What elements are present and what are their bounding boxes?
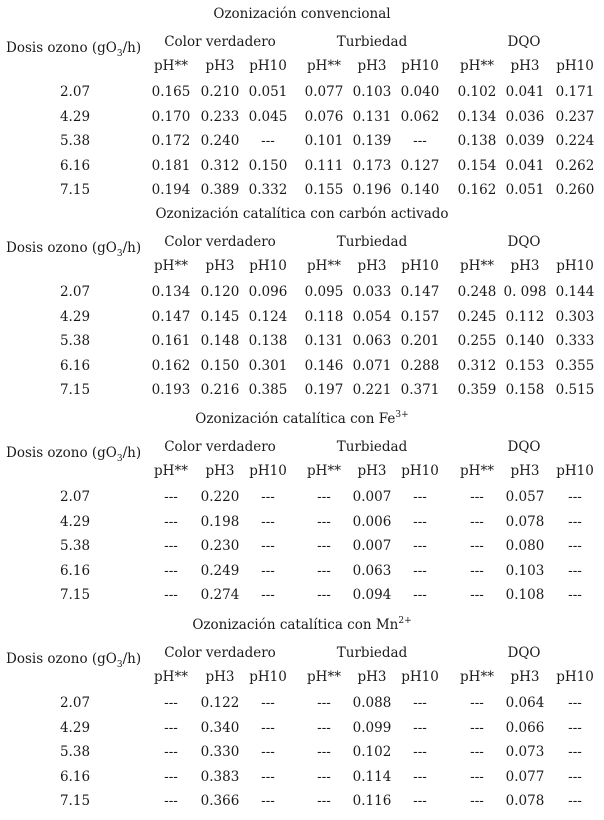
column-subheader: pH3 [205, 463, 235, 479]
table-cell: --- [164, 513, 178, 530]
table-cell: 0.233 [200, 108, 240, 125]
table-cell: 0.101 [304, 133, 344, 150]
table-cell: --- [317, 768, 331, 785]
table-cell: --- [568, 562, 582, 579]
table-cell: --- [413, 744, 427, 761]
table-cell: 0.071 [352, 357, 392, 374]
dose-label-prefix: Dosis ozono (gO [6, 445, 117, 461]
table-cell: 0.140 [400, 182, 440, 199]
table-cell: --- [470, 793, 484, 810]
table-cell: 0.033 [352, 284, 392, 300]
table-cell: --- [317, 513, 331, 530]
table-cell: 0.194 [151, 182, 191, 199]
dose-label-suffix: /h) [122, 40, 142, 56]
dose-value: 2.07 [59, 489, 91, 505]
table-cell: 0.301 [248, 357, 288, 374]
table-cell: 0.198 [200, 513, 240, 530]
column-subheader: pH10 [556, 58, 594, 74]
column-subheader: pH3 [205, 258, 235, 274]
table-cell: --- [317, 562, 331, 579]
table-cell: 0.062 [400, 108, 440, 125]
dose-label-prefix: Dosis ozono (gO [6, 240, 117, 256]
table-cell: 0.255 [457, 333, 497, 350]
table-cell: 0.051 [505, 182, 545, 199]
table-cell: 0.220 [200, 489, 240, 505]
table-cell: --- [317, 587, 331, 604]
column-subheader: pH** [154, 258, 188, 274]
column-subheader: pH** [460, 258, 494, 274]
section-title-text: Ozonización catalítica con Mn [192, 617, 399, 633]
table-cell: 0.162 [457, 182, 497, 199]
table-cell: --- [568, 793, 582, 810]
column-subheader: pH** [154, 669, 188, 685]
group-header: Turbiedad [336, 439, 408, 455]
group-header: Turbiedad [336, 234, 408, 250]
table-cell: 0.389 [200, 182, 240, 199]
dose-value: 4.29 [59, 308, 91, 325]
group-header: DQO [507, 34, 541, 50]
table-cell: 0.064 [505, 695, 545, 711]
dose-value: 6.16 [59, 562, 91, 579]
column-subheader: pH** [460, 669, 494, 685]
table-cell: 0.210 [200, 84, 240, 100]
table-cell: 0.138 [457, 133, 497, 150]
column-subheader: pH** [307, 258, 341, 274]
column-subheader: pH10 [401, 463, 439, 479]
table-cell: 0.051 [248, 84, 288, 100]
table-cell: 0.155 [304, 182, 344, 199]
table-cell: --- [413, 562, 427, 579]
column-subheader: pH3 [357, 669, 387, 685]
table-cell: 0.144 [555, 284, 595, 300]
table-cell: 0.057 [505, 489, 545, 505]
table-cell: --- [261, 793, 275, 810]
table-cell: --- [470, 719, 484, 736]
dose-label-suffix: /h) [122, 651, 142, 667]
table-cell: --- [470, 513, 484, 530]
table-cell: 0.240 [200, 133, 240, 150]
dose-value: 5.38 [59, 538, 91, 555]
table-cell: --- [568, 768, 582, 785]
column-subheader: pH3 [357, 258, 387, 274]
table-cell: 0.162 [151, 357, 191, 374]
table-cell: 0.080 [505, 538, 545, 555]
table-cell: --- [317, 489, 331, 505]
table-cell: 0.077 [505, 768, 545, 785]
table-cell: 0.148 [200, 333, 240, 350]
table-cell: --- [568, 744, 582, 761]
table-cell: 0.054 [352, 308, 392, 325]
column-subheader: pH** [307, 463, 341, 479]
table-cell: 0.224 [555, 133, 595, 150]
dose-value: 6.16 [59, 357, 91, 374]
table-cell: --- [164, 562, 178, 579]
column-subheader: pH10 [556, 669, 594, 685]
table-cell: 0.063 [352, 562, 392, 579]
section-title-superscript: 2+ [398, 616, 412, 626]
table-cell: 0.340 [200, 719, 240, 736]
table-cell: 0.245 [457, 308, 497, 325]
table-cell: 0.221 [352, 382, 392, 399]
table-cell: --- [568, 489, 582, 505]
table-cell: 0.124 [248, 308, 288, 325]
group-header: Color verdadero [164, 34, 276, 50]
table-cell: --- [164, 489, 178, 505]
table-cell: 0.040 [400, 84, 440, 100]
group-header: DQO [507, 439, 541, 455]
column-subheader: pH3 [205, 58, 235, 74]
table-cell: 0.288 [400, 357, 440, 374]
table-cell: --- [413, 538, 427, 555]
table-cell: 0.127 [400, 157, 440, 174]
dose-column-label [6, 40, 142, 59]
table-cell: --- [317, 719, 331, 736]
table-cell: --- [261, 133, 275, 150]
table-cell: --- [413, 489, 427, 505]
table-cell: --- [470, 695, 484, 711]
table-cell: 0.237 [555, 108, 595, 125]
table-cell: --- [164, 538, 178, 555]
dose-value: 7.15 [59, 587, 91, 604]
table-cell: --- [261, 562, 275, 579]
table-cell: 0.122 [200, 695, 240, 711]
table-cell: 0.103 [352, 84, 392, 100]
table-cell: 0.330 [200, 744, 240, 761]
table-cell: 0.165 [151, 84, 191, 100]
dose-value: 2.07 [59, 284, 91, 300]
dose-value: 7.15 [59, 182, 91, 199]
table-cell: 0.158 [505, 382, 545, 399]
table-cell: 0.006 [352, 513, 392, 530]
group-header: Color verdadero [164, 439, 276, 455]
table-cell: 0.355 [555, 357, 595, 374]
table-cell: 0.161 [151, 333, 191, 350]
table-cell: --- [317, 695, 331, 711]
column-subheader: pH10 [556, 463, 594, 479]
section-title [0, 617, 604, 633]
table-cell: --- [470, 489, 484, 505]
group-header: Turbiedad [336, 34, 408, 50]
dose-label-suffix: /h) [122, 240, 142, 256]
table-cell: 0.153 [505, 357, 545, 374]
table-cell: --- [261, 719, 275, 736]
table-cell: 0.118 [304, 308, 344, 325]
table-cell: --- [568, 695, 582, 711]
table-cell: 0.147 [400, 284, 440, 300]
table-cell: 0.197 [304, 382, 344, 399]
dose-value: 4.29 [59, 719, 91, 736]
table-cell: --- [261, 768, 275, 785]
table-cell: 0.041 [505, 157, 545, 174]
table-cell: 0.150 [248, 157, 288, 174]
table-cell: 0.094 [352, 587, 392, 604]
table-cell: 0.201 [400, 333, 440, 350]
section-title [0, 206, 604, 222]
column-subheader: pH3 [357, 58, 387, 74]
dose-value: 6.16 [59, 157, 91, 174]
column-subheader: pH3 [510, 58, 540, 74]
column-subheader: pH10 [401, 669, 439, 685]
table-cell: 0.066 [505, 719, 545, 736]
group-header: DQO [507, 234, 541, 250]
table-cell: 0.102 [352, 744, 392, 761]
table-cell: --- [413, 768, 427, 785]
table-cell: 0.039 [505, 133, 545, 150]
table-cell: --- [261, 538, 275, 555]
table-cell: --- [261, 489, 275, 505]
table-cell: 0.312 [457, 357, 497, 374]
column-subheader: pH** [460, 463, 494, 479]
table-cell: --- [413, 513, 427, 530]
dose-column-label [6, 240, 142, 259]
table-cell: 0.385 [248, 382, 288, 399]
table-cell: --- [164, 793, 178, 810]
table-cell: 0.078 [505, 513, 545, 530]
dose-value: 5.38 [59, 333, 91, 350]
table-cell: 0.078 [505, 793, 545, 810]
table-cell: 0.146 [304, 357, 344, 374]
column-subheader: pH10 [401, 58, 439, 74]
column-subheader: pH10 [249, 58, 287, 74]
column-subheader: pH10 [249, 669, 287, 685]
table-cell: 0.116 [352, 793, 392, 810]
column-subheader: pH3 [510, 669, 540, 685]
column-subheader: pH** [460, 58, 494, 74]
table-cell: 0. 098 [503, 284, 547, 300]
table-cell: 0.332 [248, 182, 288, 199]
table-cell: --- [413, 587, 427, 604]
table-cell: 0.111 [304, 157, 344, 174]
table-cell: 0.333 [555, 333, 595, 350]
table-cell: 0.173 [352, 157, 392, 174]
table-cell: --- [413, 695, 427, 711]
table-cell: 0.036 [505, 108, 545, 125]
table-cell: 0.260 [555, 182, 595, 199]
dose-value: 5.38 [59, 744, 91, 761]
dose-label-subscript: 3 [116, 660, 123, 670]
column-subheader: pH** [307, 669, 341, 685]
column-subheader: pH3 [510, 258, 540, 274]
dose-label-subscript: 3 [116, 249, 123, 259]
table-cell: 0.383 [200, 768, 240, 785]
dose-value: 2.07 [59, 695, 91, 711]
table-cell: --- [261, 695, 275, 711]
table-cell: 0.114 [352, 768, 392, 785]
table-cell: --- [317, 793, 331, 810]
column-subheader: pH10 [556, 258, 594, 274]
table-cell: 0.076 [304, 108, 344, 125]
column-subheader: pH10 [249, 258, 287, 274]
table-cell: 0.073 [505, 744, 545, 761]
table-cell: --- [470, 768, 484, 785]
table-cell: 0.139 [352, 133, 392, 150]
table-cell: --- [568, 719, 582, 736]
dose-value: 2.07 [59, 84, 91, 100]
group-header: Turbiedad [336, 645, 408, 661]
dose-column-label [6, 445, 142, 464]
dose-column-label [6, 651, 142, 670]
table-cell: 0.131 [352, 108, 392, 125]
column-subheader: pH** [307, 58, 341, 74]
table-cell: 0.193 [151, 382, 191, 399]
table-cell: 0.172 [151, 133, 191, 150]
table-cell: 0.147 [151, 308, 191, 325]
table-cell: 0.150 [200, 357, 240, 374]
table-cell: --- [413, 133, 427, 150]
table-cell: 0.515 [555, 382, 595, 399]
column-subheader: pH** [154, 463, 188, 479]
dose-value: 4.29 [59, 513, 91, 530]
table-cell: --- [164, 719, 178, 736]
table-cell: --- [164, 587, 178, 604]
table-cell: --- [261, 587, 275, 604]
table-cell: 0.262 [555, 157, 595, 174]
table-cell: --- [470, 744, 484, 761]
table-cell: --- [413, 793, 427, 810]
table-cell: 0.077 [304, 84, 344, 100]
section-title [0, 6, 604, 22]
table-cell: --- [261, 744, 275, 761]
group-header: Color verdadero [164, 645, 276, 661]
table-cell: 0.248 [457, 284, 497, 300]
table-cell: 0.134 [151, 284, 191, 300]
table-cell: --- [164, 744, 178, 761]
table-cell: 0.366 [200, 793, 240, 810]
dose-label-suffix: /h) [122, 445, 142, 461]
dose-value: 7.15 [59, 793, 91, 810]
column-subheader: pH** [154, 58, 188, 74]
table-cell: --- [164, 768, 178, 785]
column-subheader: pH3 [205, 669, 235, 685]
column-subheader: pH10 [249, 463, 287, 479]
table-cell: 0.007 [352, 538, 392, 555]
table-cell: 0.154 [457, 157, 497, 174]
dose-label-prefix: Dosis ozono (gO [6, 651, 117, 667]
table-cell: 0.303 [555, 308, 595, 325]
dose-value: 4.29 [59, 108, 91, 125]
table-cell: 0.171 [555, 84, 595, 100]
column-subheader: pH3 [510, 463, 540, 479]
table-cell: 0.181 [151, 157, 191, 174]
table-cell: 0.170 [151, 108, 191, 125]
dose-label-prefix: Dosis ozono (gO [6, 40, 117, 56]
table-cell: 0.096 [248, 284, 288, 300]
table-cell: 0.249 [200, 562, 240, 579]
table-cell: 0.196 [352, 182, 392, 199]
table-cell: --- [261, 513, 275, 530]
table-cell: 0.157 [400, 308, 440, 325]
dose-value: 5.38 [59, 133, 91, 150]
section-title-text: Ozonización catalítica con carbón activado [155, 206, 449, 222]
table-cell: 0.140 [505, 333, 545, 350]
dose-value: 7.15 [59, 382, 91, 399]
section-title-text: Ozonización catalítica con Fe [195, 411, 396, 427]
group-header: Color verdadero [164, 234, 276, 250]
table-cell: 0.041 [505, 84, 545, 100]
dose-value: 6.16 [59, 768, 91, 785]
table-cell: 0.108 [505, 587, 545, 604]
group-header: DQO [507, 645, 541, 661]
table-cell: 0.274 [200, 587, 240, 604]
table-cell: 0.371 [400, 382, 440, 399]
table-cell: 0.088 [352, 695, 392, 711]
table-cell: --- [470, 538, 484, 555]
table-cell: 0.007 [352, 489, 392, 505]
table-cell: 0.230 [200, 538, 240, 555]
table-cell: 0.095 [304, 284, 344, 300]
table-cell: 0.134 [457, 108, 497, 125]
column-subheader: pH3 [357, 463, 387, 479]
table-cell: --- [568, 538, 582, 555]
table-cell: --- [568, 587, 582, 604]
table-cell: --- [317, 538, 331, 555]
table-cell: --- [568, 513, 582, 530]
dose-label-subscript: 3 [116, 454, 123, 464]
table-cell: 0.102 [457, 84, 497, 100]
table-cell: 0.045 [248, 108, 288, 125]
table-cell: 0.131 [304, 333, 344, 350]
dose-label-subscript: 3 [116, 49, 123, 59]
table-cell: --- [470, 587, 484, 604]
table-cell: 0.112 [505, 308, 545, 325]
table-cell: 0.216 [200, 382, 240, 399]
table-cell: 0.063 [352, 333, 392, 350]
table-cell: --- [164, 695, 178, 711]
table-cell: 0.138 [248, 333, 288, 350]
table-cell: --- [413, 719, 427, 736]
section-title-superscript: 3+ [395, 410, 409, 420]
table-cell: --- [317, 744, 331, 761]
table-cell: 0.103 [505, 562, 545, 579]
table-cell: 0.359 [457, 382, 497, 399]
column-subheader: pH10 [401, 258, 439, 274]
table-cell: 0.120 [200, 284, 240, 300]
section-title-text: Ozonización convencional [213, 6, 391, 22]
table-cell: 0.099 [352, 719, 392, 736]
table-cell: 0.312 [200, 157, 240, 174]
section-title [0, 411, 604, 427]
table-cell: 0.145 [200, 308, 240, 325]
table-cell: --- [470, 562, 484, 579]
